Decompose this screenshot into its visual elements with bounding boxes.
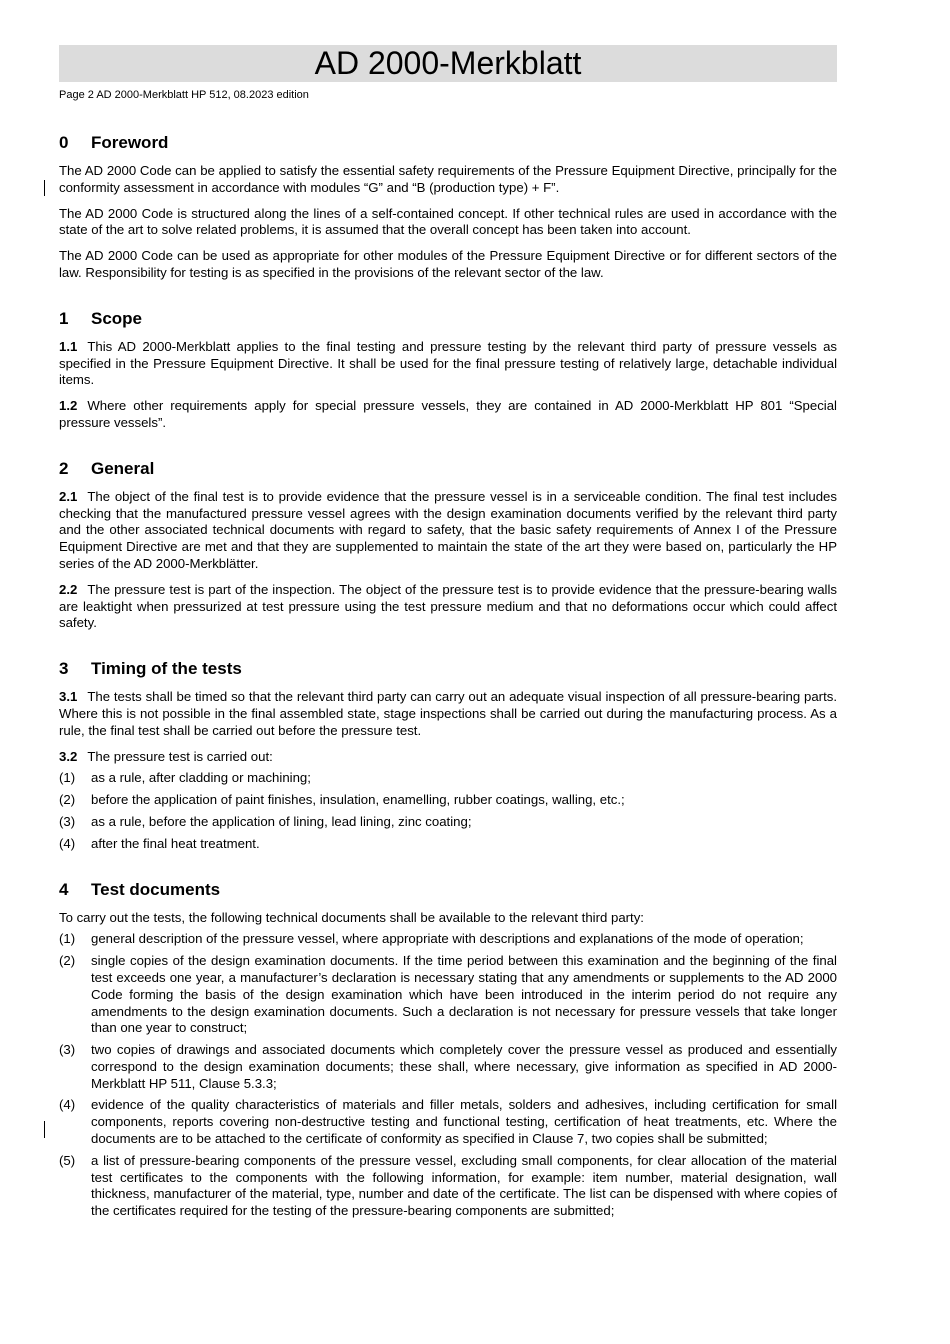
section-test-documents [59, 879, 837, 1221]
clause: 1.2 Where other requirements apply for special pressure vessels, they are contained in AD 2000-Merkblatt HP 801 “Special pressure vessels”. [59, 398, 837, 430]
list [59, 770, 837, 852]
section-timing [59, 658, 837, 852]
list-item: (1) as a rule, after cladding or machining; [59, 770, 311, 786]
list-item: (3) two copies of drawings and associated documents which completely cover the pressure vessel as produced and essentially correspond to the design examination documents; these shall, where necessary, give information as specified in AD 2000-Merkblatt HP 511, Clause 5.3.3; [59, 1042, 837, 1091]
list-item: (4) evidence of the quality characteristics of materials and filler metals, solders and adhesives, including certification for small components, reports covering non-destructive testing and functional testing, certification of heat treatments, etc. Where the documents are to be attached to the certificate of conformity as specified in Clause 7, two copies shall be submitted; [59, 1097, 837, 1147]
clause: 2.1 The object of the final test is to provide evidence that the pressure vessel is in a serviceable condition. The final test includes checking that the manufactured pressure vessel agrees with the design examination documents verified by the relevant third party and the other associated technical documents with regard to safety, that the basic safety requirements of Annex I of the Pressure Equipment Directive are met and that they are supplemented to maintain the state of the art they were based on, particularly the HP series of the AD 2000-Merkblätter. [59, 488, 837, 571]
list [59, 931, 837, 1220]
section-general [59, 458, 837, 632]
document-body [59, 132, 837, 1246]
paragraph: The AD 2000 Code can be used as appropriate for other modules of the Pressure Equipment Directive or for different sectors of the law. Responsibility for testing is as specified in the provisions of the relevant sector of the law. [59, 248, 837, 280]
section-foreword [59, 132, 837, 282]
list-item: (4) after the final heat treatment. [59, 835, 260, 851]
clause: 3.2 The pressure test is carried out: [59, 748, 273, 764]
list-item: (2) before the application of paint finishes, insulation, enamelling, rubber coatings, walling, etc.; [59, 792, 625, 808]
change-bar [44, 1121, 45, 1138]
paragraph: The AD 2000 Code is structured along the lines of a self-contained concept. If other technical rules are used in accordance with the state of the art to solve related problems, it is assumed that the overall concept has been taken into account. [59, 205, 837, 238]
list-item: (1) general description of the pressure vessel, where appropriate with descriptions and explanations of the mode of operation; [59, 931, 804, 947]
clause-number: 2.2 [59, 581, 78, 597]
list-item: (2) single copies of the design examination documents. If the time period between this examination and the beginning of the final test exceeds one year, a manufacturer’s declaration is necessary stating that any amendments or supplements to the AD 2000 Code forming the basis of the design examination which have been introduced in the interim period do not require any amendments to the design examination documents. Such a declaration is not necessary for pressure vessels that take longer than one year to construct; [59, 953, 837, 1036]
change-bar [44, 180, 45, 196]
document-title: AD 2000-Merkblatt [59, 45, 837, 82]
section-scope [59, 308, 837, 432]
clause: 2.2 The pressure test is part of the inspection. The object of the pressure test is to provide evidence that the pressure-bearing walls are leaktight when pressurized at test pressure using the test pressure medium and that no deformations occur which could affect safety. [59, 581, 837, 631]
clause-number: 2.1 [59, 488, 78, 504]
section-heading: 4 Test documents [59, 879, 221, 899]
clause: 3.1 The tests shall be timed so that the relevant third party can carry out an adequate visual inspection of all pressure-bearing parts. Where this is not possible in the final assembled state, stage inspections shall be carried out during the manufacturing process. As a rule, the final test shall be carried out before the pressure test. [59, 689, 837, 738]
section-heading: 2 General [59, 458, 155, 478]
clause-number: 3.2 [59, 748, 78, 764]
clause-number: 3.1 [59, 689, 78, 705]
list-item: (3) as a rule, before the application of lining, lead lining, zinc coating; [59, 813, 472, 829]
clause-number: 1.1 [59, 338, 78, 354]
page-info: Page 2 AD 2000-Merkblatt HP 512, 08.2023 edition [59, 89, 309, 101]
clause: 1.1 This AD 2000-Merkblatt applies to the final testing and pressure testing by the relevant third party of pressure vessels as specified in the Pressure Equipment Directive. It shall be used for the final pressure testing of relatively large, detachable individual items. [59, 338, 837, 388]
list-item: (5) a list of pressure-bearing components of the pressure vessel, excluding small components, for clear allocation of the material test certificates to the components with the following information, for example: item number, material designation, wall thickness, manufacturer of the material, type, number and date of the certificate. The list can be dispensed with where copies of the certificates required for the testing of the pressure-bearing components are submitted; [59, 1152, 837, 1219]
clause-number: 1.2 [59, 398, 78, 414]
section-heading: 3 Timing of the tests [59, 659, 242, 679]
paragraph: The AD 2000 Code can be applied to satisfy the essential safety requirements of the Pressure Equipment Directive, principally for the conformity assessment in accordance with modules “G” and “B (production type) + F”. [59, 163, 837, 195]
paragraph: To carry out the tests, the following technical documents shall be available to the relevant third party: [59, 909, 644, 925]
section-heading: 0 Foreword [59, 133, 169, 152]
section-heading: 1 Scope [59, 308, 143, 328]
